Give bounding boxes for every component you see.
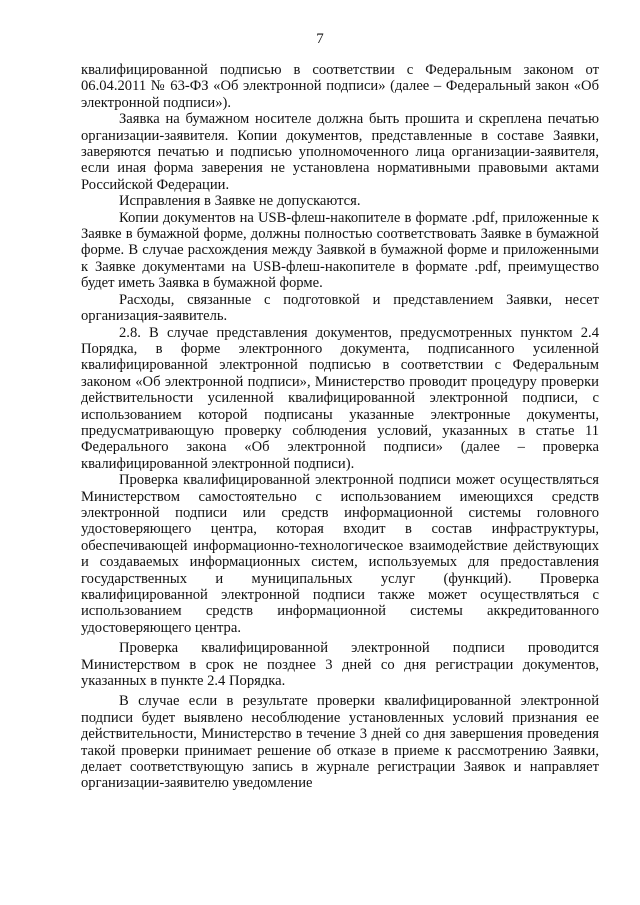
paragraph-signature-check-term: Проверка квалифицированной электронной подписи проводится Министерством в срок не позднее 3 дней со дня регистрации документов, указанных в пункте 2.4 Порядка. [81,640,599,690]
paragraph-signature-check-means: Проверка квалифицированной электронной подписи может осуществляться Министерством самостоятельно с использованием имеющихся средств электронной подписи или средств информационной системы головного удостоверяющего центра, которая входит в состав инфраструктуры, обеспечивающей информационно-технологическое взаимодействие действующих и создаваемых информационных систем, используемых для предоставления государственных и муниципальных услуг (функций). Проверка квалифицированной электронной подписи также может осуществляться с использованием средств информационной системы аккредитованного удостоверяющего центра. [81,472,599,636]
paragraph-no-corrections: Исправления в Заявке не допускаются. [119,193,361,210]
paragraph-continuation: квалифицированной подписью в соответствии с Федеральным законом от 06.04.2011 № 63-ФЗ «Об электронной подписи» (далее – Федеральный закон «Об электронной подписи»). [81,62,599,111]
paragraph-check-failure: В случае если в результате проверки квалифицированной электронной подписи будет выявлено несоблюдение установленных условий признания ее действительности, Министерство в течение 3 дней со дня завершения проведения такой проверки принимает решение об отказе в приеме к рассмотрению Заявки, делает соответствующую запись в журнале регистрации Заявок и направляет организации-заявителю уведомление [81,693,599,792]
paragraph-2-8: 2.8. В случае представления документов, предусмотренных пунктом 2.4 Порядка, в форме электронного документа, подписанного усиленной квалифицированной электронной подписью в соответствии с Федеральным законом «Об электронной подписи», Министерство проводит процедуру проверки действительности усиленной квалифицированной электронной подписи, с использованием которой подписаны указанные электронные документы, предусматривающую проверку соблюдения условий, указанных в статье 11 Федерального закона «Об электронной подписи» (далее – проверка квалифицированной электронной подписи). [81,324,599,472]
paragraph-usb-copies: Копии документов на USB-флеш-накопителе в формате .pdf, приложенные к Заявке в бумажной форме, должны полностью соответствовать Заявке в бумажной форме. В случае расхождения между Заявкой в бумажной форме и приложенными к Заявке документами на USB-флеш-накопителе в формате .pdf, преимущество будет иметь Заявка в бумажной форме. [81,209,599,292]
document-body [81,62,599,792]
paragraph-application-binding: Заявка на бумажном носителе должна быть прошита и скреплена печатью организации-заявителя. Копии документов, представленные в составе Заявки, заверяются печатью и подписью уполномоченного лица организации-заявителя, если иная форма заверения не установлена нормативными правовыми актами Российской Федерации. [81,111,599,193]
page-number: 7 [316,31,324,47]
paragraph-expenses: Расходы, связанные с подготовкой и представлением Заявки, несет организация-заявитель. [81,291,599,325]
